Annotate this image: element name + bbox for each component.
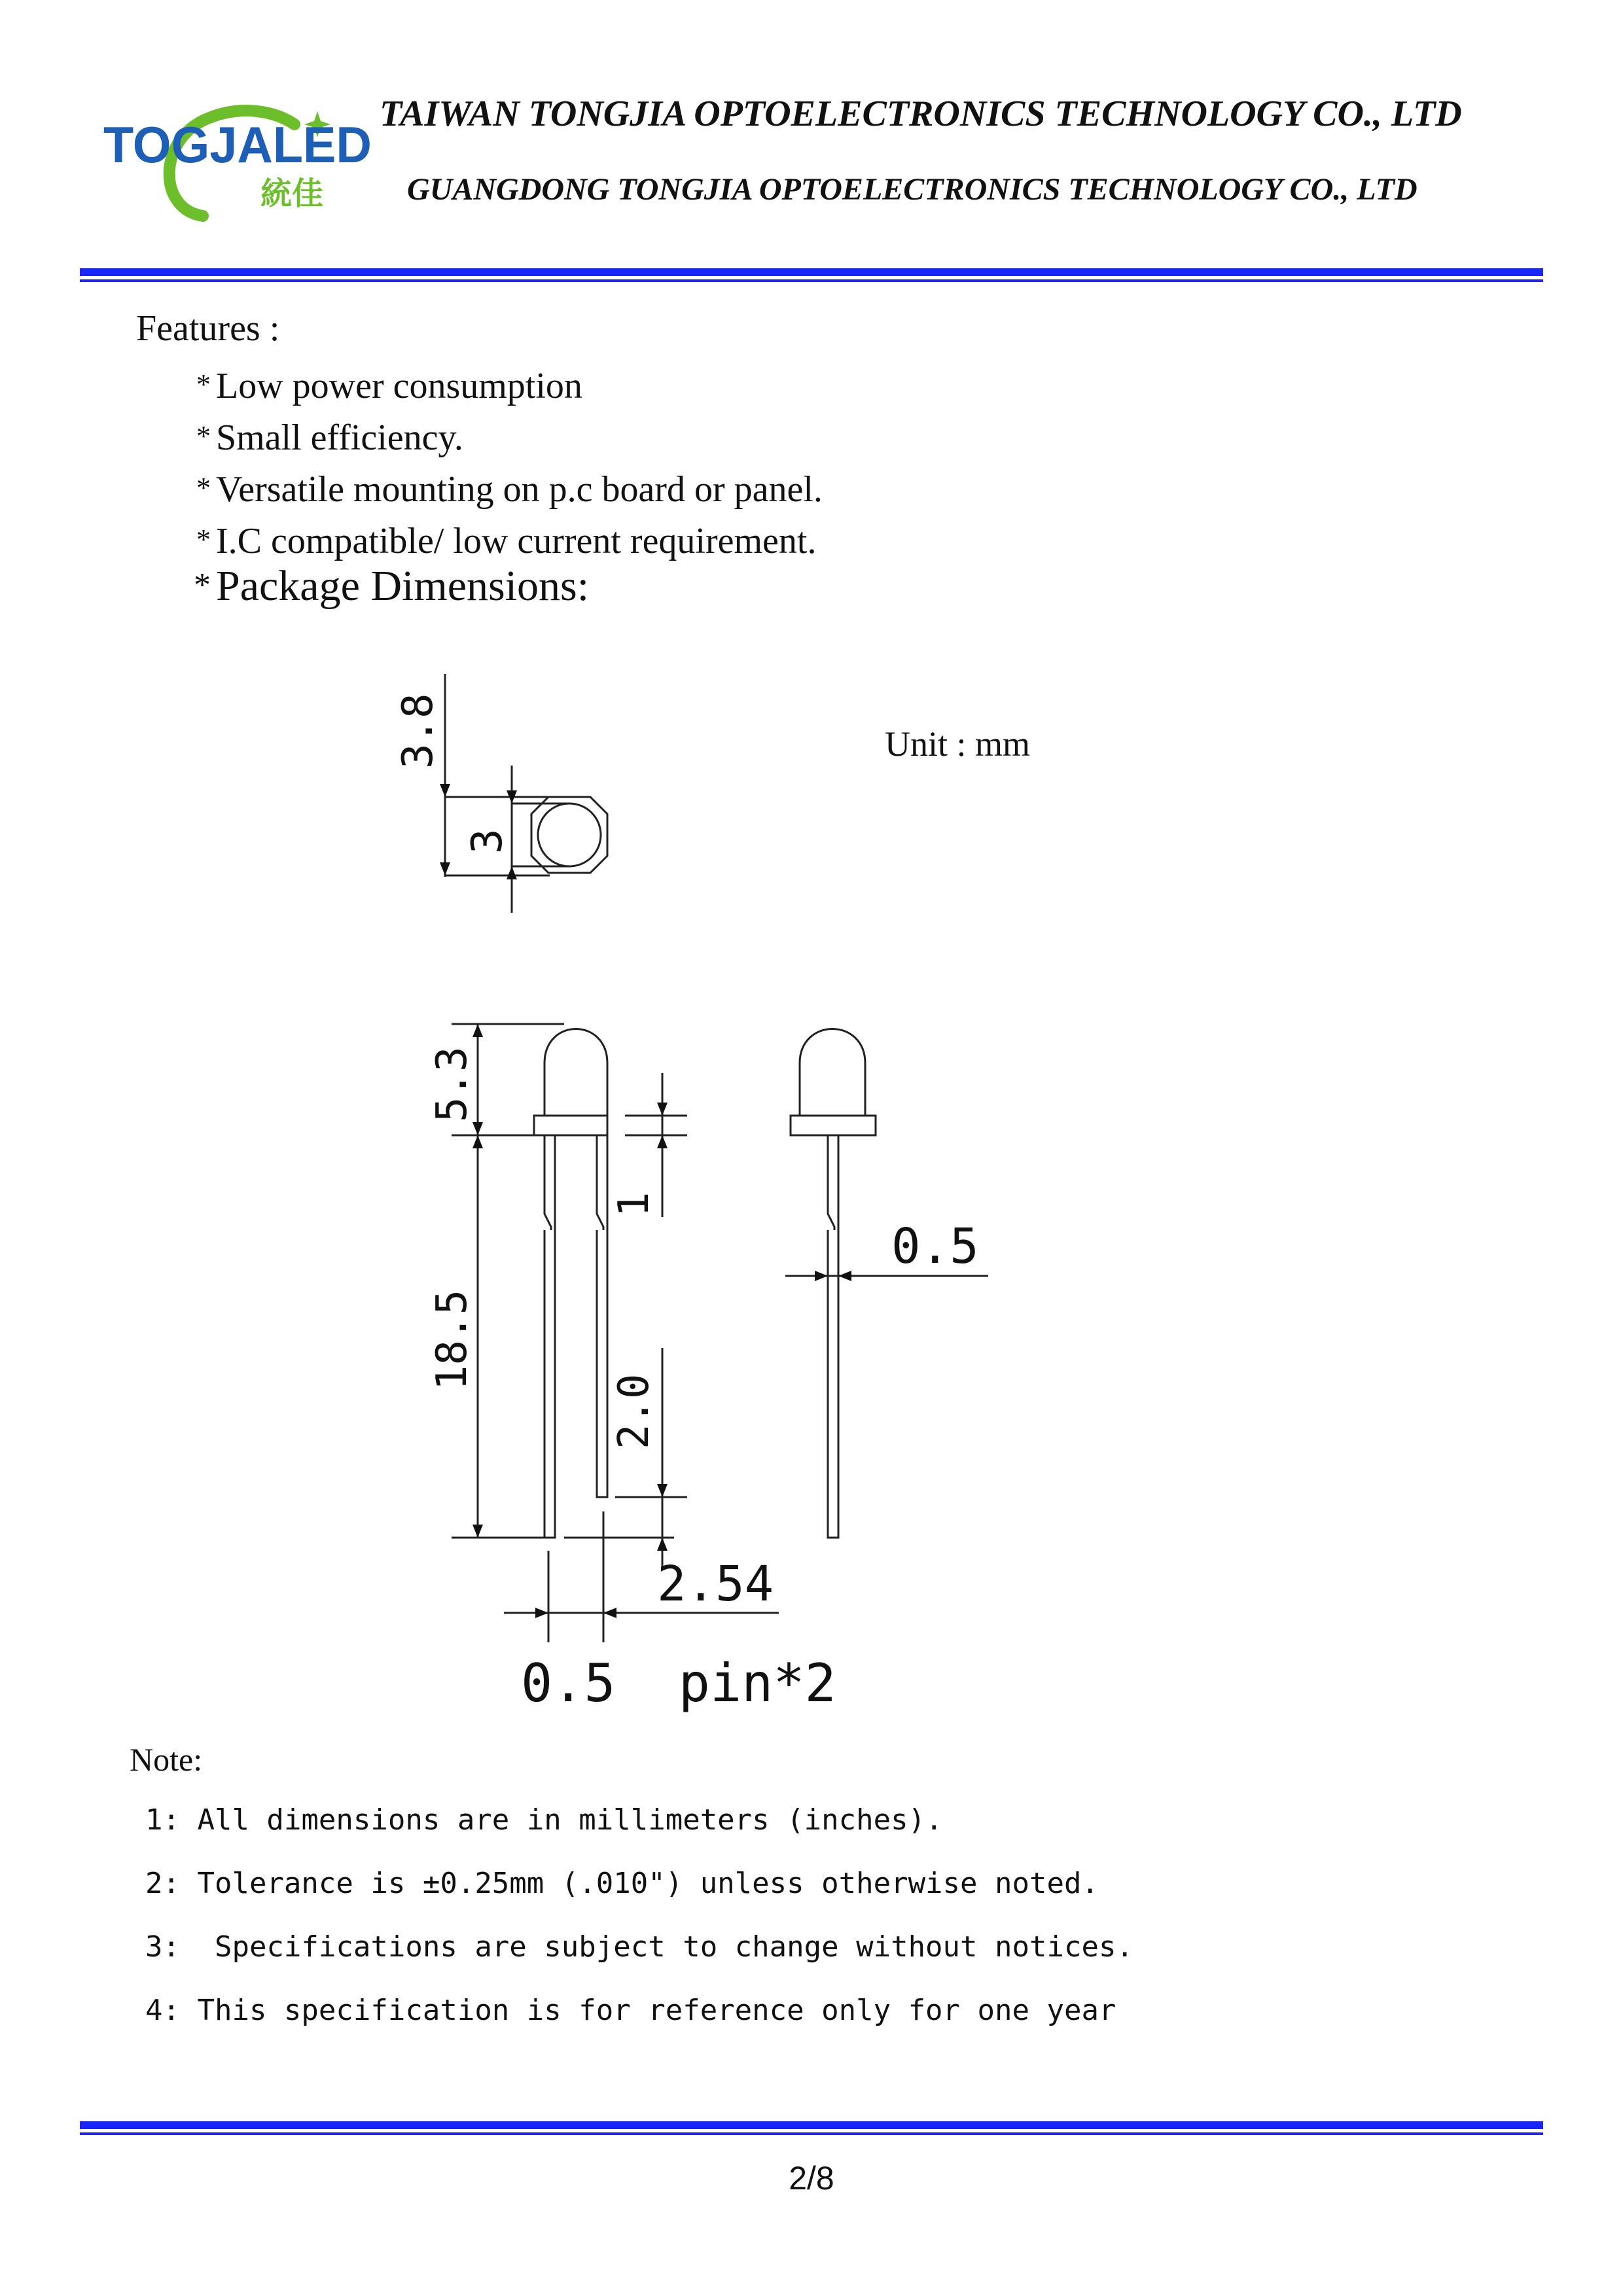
dim-body-dia: 3: [463, 828, 512, 854]
dim-flange-dia: 3.8: [394, 693, 442, 769]
front-lead-right: [597, 1135, 607, 1497]
notes-list: [145, 1801, 1133, 2055]
front-lead-left: [544, 1135, 555, 1538]
feature-item: * Small efficiency.: [196, 417, 463, 458]
footer-rule: [80, 2121, 1543, 2135]
feature-item: * Versatile mounting on p.c board or panel.: [196, 469, 823, 510]
page-number: 2/8: [789, 2160, 834, 2197]
front-led-flange: [534, 1116, 607, 1135]
features-title: Features :: [136, 308, 280, 349]
bullet-star: *: [196, 368, 211, 400]
note-title: Note:: [130, 1741, 203, 1778]
side-led-body: [800, 1029, 865, 1116]
note-item: 3: Specifications are subject to change without notices.: [145, 1930, 1133, 1964]
dim-lead-diff: 2.0: [610, 1373, 658, 1449]
top-view-body: [538, 804, 601, 866]
bullet-star: *: [196, 420, 211, 452]
note-item: 2: Tolerance is ±0.25mm (.010") unless otherwise noted.: [145, 1867, 1099, 1900]
dim-lead-length: 18.5: [428, 1289, 476, 1390]
note-item: 1: All dimensions are in millimeters (inches).: [145, 1803, 943, 1837]
bullet-star: *: [196, 472, 211, 504]
dim-pitch: 2.54: [657, 1556, 774, 1612]
logo-text: TOGJALED: [103, 116, 372, 173]
dim-body-height: 5.3: [428, 1046, 476, 1122]
unit-label: Unit : mm: [885, 724, 1031, 764]
company-name-guangdong: GUANGDONG TONGJIA OPTOELECTRONICS TECHNOLOGY CO., LTD: [407, 172, 1418, 207]
feature-item: * I.C compatible/ low current requirement.: [196, 521, 817, 561]
bullet-star: *: [196, 523, 211, 556]
dim-flange-thickness: 1: [610, 1192, 658, 1217]
top-view-flange: [531, 797, 607, 873]
company-name-taiwan: TAIWAN TONGJIA OPTOELECTRONICS TECHNOLOGY CO., LTD: [380, 94, 1462, 134]
dim-lead-width: 0.5: [891, 1218, 979, 1275]
logo-chinese: 統佳: [260, 175, 324, 212]
feature-item: * Low power consumption: [196, 366, 582, 406]
package-dimensions-heading: * Package Dimensions:: [194, 562, 590, 610]
side-led-flange: [791, 1116, 876, 1135]
side-lead: [828, 1135, 838, 1538]
note-item: 4: This specification is for reference only for one year: [145, 1994, 1116, 2027]
front-led-body: [544, 1029, 607, 1116]
dim-pins: 0.5 pin*2: [521, 1653, 836, 1714]
